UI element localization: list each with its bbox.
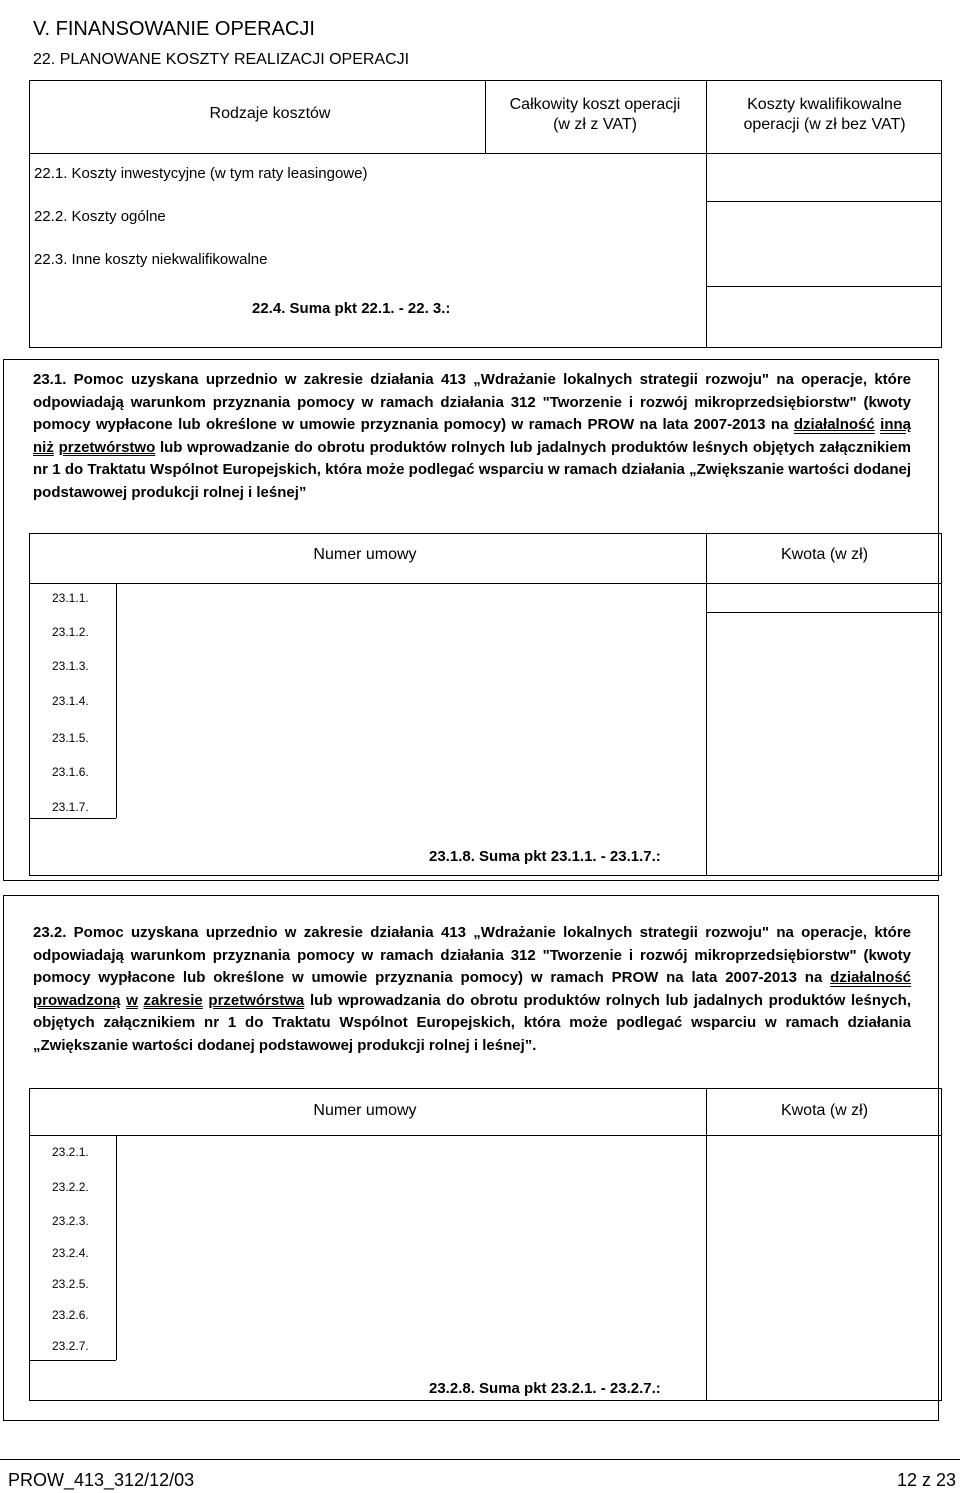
aid-231-underline-3: niż (33, 438, 54, 456)
aid-232-underline-3: w (126, 991, 138, 1009)
costs-sum-label: 22.4. Suma pkt 22.1. - 22. 3.: (252, 300, 451, 317)
aid-231-header-divider (30, 583, 941, 584)
aid-231-col-number: Numer umowy (313, 546, 417, 563)
costs-eligible-row-divider (706, 201, 941, 202)
costs-header-total-line1: Całkowity koszt operacji (509, 96, 681, 113)
costs-header-total-line2: (w zł z VAT) (553, 116, 637, 133)
aid-232-table (29, 1088, 942, 1401)
aid-231-underline-4: przetwórstwo (58, 438, 156, 456)
footer-page-number: 12 z 23 (896, 1470, 956, 1490)
costs-header-eligible (707, 95, 942, 135)
aid-231-row-7: 23.1.7. (52, 800, 89, 814)
aid-232-row-6: 23.2.6. (52, 1308, 89, 1322)
aid-231-col-amount: Kwota (w zł) (780, 546, 869, 563)
aid-232-row-5: 23.2.5. (52, 1277, 89, 1291)
aid-232-sum-label: 23.2.8. Suma pkt 23.2.1. - 23.2.7.: (429, 1380, 661, 1397)
aid-231-label-col-divider (116, 583, 117, 818)
aid-232-col-amount: Kwota (w zł) (780, 1102, 869, 1119)
costs-row-investment: 22.1. Koszty inwestycyjne (w tym raty leasingowe) (34, 165, 368, 182)
aid-231-table (29, 533, 942, 876)
aid-231-row-4: 23.1.4. (52, 694, 89, 708)
aid-232-row-1: 23.2.1. (52, 1145, 89, 1159)
costs-header-total (485, 95, 705, 135)
section-subtitle: 22. PLANOWANE KOSZTY REALIZACJI OPERACJI (33, 51, 410, 68)
aid-231-text-1: 23.1. Pomoc uzyskana uprzednio w zakresie działania 413 „Wdrażanie lokalnych strategii rozwoju" na operacje, które odpowiadają warunkom przyznania pomocy w ramach działania 312 "Tworzenie i rozwój mikroprzedsiębiorstw" (kwoty pomocy wypłacone lub określone w umowie przyznania pomocy) w ramach PROW na lata 2007-2013 na (33, 371, 911, 433)
aid-231-amount-row-divider (706, 612, 941, 613)
aid-231-label-bottom (30, 818, 116, 819)
costs-row-general: 22.2. Koszty ogólne (34, 208, 166, 225)
aid-231-underline-2: inną (880, 416, 912, 433)
aid-231-row-1: 23.1.1. (52, 591, 89, 605)
aid-231-amount-col-divider (706, 534, 707, 875)
costs-row-ineligible: 22.3. Inne koszty niekwalifikowalne (34, 251, 268, 268)
aid-232-row-7: 23.2.7. (52, 1339, 89, 1353)
aid-232-underline-4: zakresie (143, 991, 203, 1009)
aid-231-sum-label: 23.1.8. Suma pkt 23.1.1. - 23.1.7.: (429, 848, 661, 865)
aid-232-header-divider (30, 1135, 941, 1136)
aid-232-label-col-divider (116, 1135, 117, 1360)
aid-231-underline-1: działalność (793, 416, 875, 433)
costs-header-eligible-line2: operacji (w zł bez VAT) (743, 116, 906, 133)
aid-232-row-4: 23.2.4. (52, 1246, 89, 1260)
aid-232-text-1: 23.2. Pomoc uzyskana uprzednio w zakresie działania 413 „Wdrażanie lokalnych strategii rozwoju" na operacje, które odpowiadają warunkom przyznania pomocy w ramach działania 312 "Tworzenie i rozwój mikroprzedsiębiorstw" (kwoty pomocy wypłacone lub określone w umowie przyznania pomocy) w ramach PROW na lata 2007-2013 na (33, 924, 911, 986)
aid-232-paragraph (33, 922, 911, 1057)
aid-231-row-3: 23.1.3. (52, 659, 89, 673)
aid-232-underline-1: działalność (830, 969, 912, 986)
aid-231-row-6: 23.1.6. (52, 765, 89, 779)
aid-232-underline-5: przetwórstwa (208, 991, 305, 1009)
costs-header-divider (30, 153, 941, 154)
costs-eligible-sum-divider (706, 286, 941, 287)
aid-232-row-3: 23.2.3. (52, 1214, 89, 1228)
footer-doc-code: PROW_413_312/12/03 (8, 1470, 195, 1490)
costs-header-eligible-line1: Koszty kwalifikowalne (747, 96, 902, 113)
footer-divider (0, 1459, 960, 1460)
aid-231-row-2: 23.1.2. (52, 625, 89, 639)
aid-232-amount-col-divider (706, 1089, 707, 1400)
section-title: V. FINANSOWANIE OPERACJI (33, 18, 315, 40)
aid-232-label-bottom (30, 1360, 116, 1361)
costs-header-kinds: Rodzaje kosztów (209, 105, 331, 122)
aid-231-paragraph (33, 369, 911, 504)
aid-231-text-2: lub wprowadzanie do obrotu produktów rolnych lub jadalnych produktów leśnych objętych załącznikiem nr 1 do Traktatu Wspólnot Europejskich, która może podlegać wsparciu w ramach działania „Zwiększanie wartości dodanej podstawowej produkcji rolnej i leśnej” (33, 438, 912, 501)
aid-231-row-5: 23.1.5. (52, 731, 89, 745)
aid-232-row-2: 23.2.2. (52, 1180, 89, 1194)
aid-232-underline-2: prowadzoną (33, 991, 121, 1009)
aid-232-col-number: Numer umowy (313, 1102, 417, 1119)
aid-232-text-2: lub wprowadzania do obrotu produktów rolnych lub jadalnych produktów leśnych, objętych załącznikiem nr 1 do Traktatu Wspólnot Europejskich, która może podlegać wsparciu w ramach działania „Zwiększanie wartości dodanej podstawowej produkcji rolnej i leśnej”. (33, 991, 911, 1054)
